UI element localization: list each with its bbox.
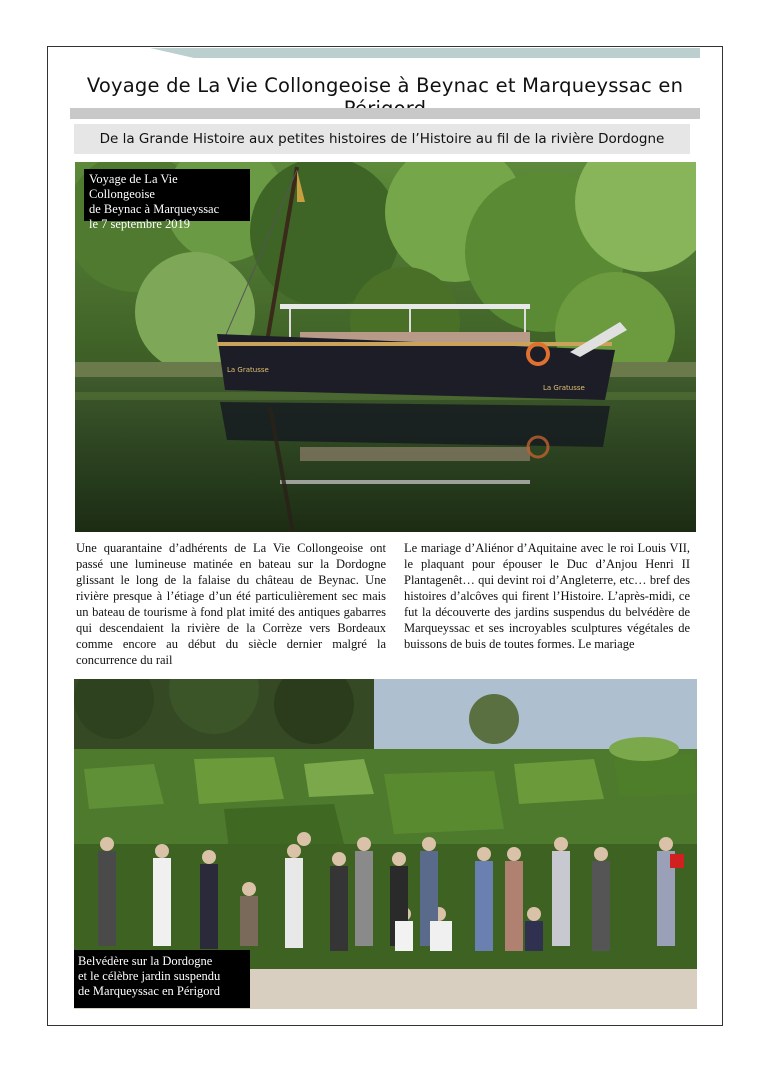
- group-photo-caption: Belvédère sur la Dordogne et le célèbre jardin suspendu de Marqueyssac en Périgord: [74, 950, 250, 1008]
- title-rule: [70, 108, 700, 119]
- boat-name-stern: La Gratusse: [543, 384, 585, 392]
- subtitle-text: De la Grande Histoire aux petites histoires de l’Histoire au fil de la rivière Dordogne: [99, 131, 665, 147]
- boat-name-bow: La Gratusse: [227, 366, 269, 374]
- header-strip: [150, 48, 700, 58]
- boat-photo-caption: Voyage de La Vie Collongeoise de Beynac à Marqueyssac le 7 septembre 2019: [84, 169, 250, 221]
- page-title: Voyage de La Vie Collongeoise à Beynac et Marqueyssac en: [86, 74, 684, 97]
- subtitle-bar: [74, 124, 690, 154]
- article-column-left: Une quarantaine d’adhérents de La Vie Collongeoise ont passé une lumineuse matinée en bateau sur la Dordogne glissant le long de la falaise du château de Beynac. Une rivière presque à l’étiage d’un été particulièrement sec mais un bateau de tourisme à fond plat imité des antiques gabarres qui descendaient la rivière de la Corrèze vers Bordeaux comme encore au début du siècle dernier malgré la concurrence du rail: [76, 541, 386, 667]
- article-column-right: Le mariage d’Aliénor d’Aquitaine avec le roi Louis VII, le plaquant pour épouser le Duc d’Anjou Henri II Plantagenêt… qui devint roi d’Angleterre, etc… bref des histoires d’alcôves qui firent l’Histoire. L’après-midi, ce fut la découverte des jardins suspendus du belvédère de Marqueyssac et ses incroyables sculptures végétales de buissons de buis de toutes formes. Le mariage: [404, 541, 690, 651]
